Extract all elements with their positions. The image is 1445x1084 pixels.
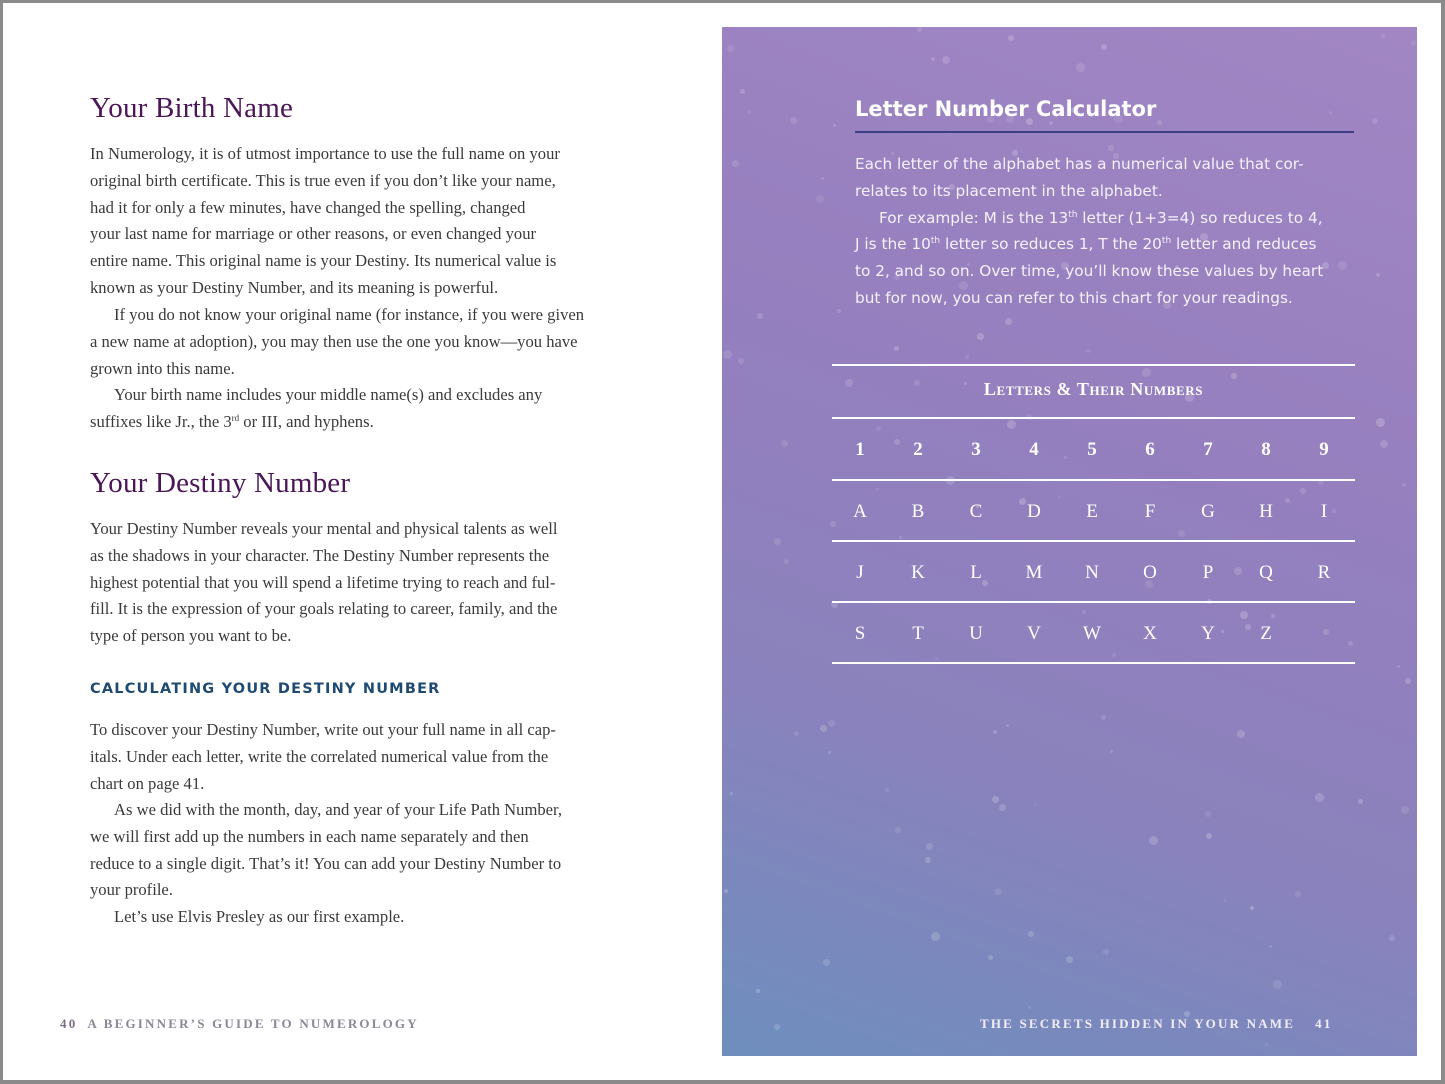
footer-left — [60, 1016, 419, 1032]
sparkle-dot — [1007, 420, 1016, 429]
sparkle-dot — [833, 124, 836, 127]
sparkle-dot — [757, 313, 763, 319]
text: letter so reduces 1, T the 20 — [940, 235, 1162, 254]
sparkle-dot — [1300, 488, 1306, 494]
sparkle-dot — [821, 177, 824, 180]
sparkle-dot — [1224, 899, 1227, 902]
table-cell: B — [911, 501, 925, 522]
header-cell: 2 — [913, 439, 923, 460]
sparkle-dot — [1205, 811, 1211, 817]
sparkle-dot — [732, 160, 739, 167]
letter-number-calculator-panel — [722, 27, 1417, 1056]
table-cell: D — [1027, 501, 1041, 522]
sparkle-dot — [1269, 945, 1272, 948]
sparkle-dot — [1389, 935, 1395, 941]
text-line: original birth certificate. This is true even if you don’t like your name, — [90, 170, 556, 190]
table-row — [832, 501, 1355, 531]
sparkle-dot — [790, 117, 797, 124]
footer-right — [980, 1016, 1333, 1032]
sparkle-dot — [816, 195, 824, 203]
sparkle-dot — [942, 56, 950, 64]
sparkle-dot — [1372, 118, 1378, 124]
text-line: to 2, and so on. Over time, you’ll know these values by heart — [855, 262, 1324, 281]
sparkle-dot — [1329, 111, 1332, 114]
sparkle-dot — [895, 827, 901, 833]
sparkle-dot — [1376, 418, 1385, 427]
sparkle-dot — [1376, 273, 1380, 277]
sparkle-dot — [1273, 980, 1282, 989]
table-cell: C — [969, 501, 983, 522]
sparkle-dot — [993, 730, 997, 734]
sparkle-dot — [774, 1024, 780, 1030]
sparkle-dot — [1402, 483, 1406, 487]
calculating-paragraph-1 — [90, 717, 620, 797]
table-cell: Y — [1201, 623, 1215, 644]
sparkle-dot — [1380, 440, 1388, 448]
text-line: relates to its placement in the alphabet. — [855, 181, 1163, 200]
text-line: your profile. — [90, 880, 173, 900]
header-cell: 6 — [1145, 439, 1155, 460]
text: suffixes like Jr., the 3 — [90, 411, 232, 431]
sparkle-dot — [828, 751, 831, 754]
text-line: To discover your Destiny Number, write out your full name in all cap- — [90, 720, 556, 739]
sparkle-dot — [740, 89, 745, 94]
text-line: your last name for marriage or other reasons, or even changed your — [90, 224, 537, 244]
text-line: Let’s use Elvis Presley as our first example. — [114, 907, 405, 926]
birth-name-paragraph-1 — [90, 141, 620, 302]
table-cell: J — [856, 562, 864, 583]
ordinal-suffix: th — [930, 236, 941, 247]
table-cell: V — [1027, 623, 1041, 644]
text-line: highest potential that you will spend a lifetime trying to reach and ful- — [90, 572, 556, 592]
sparkle-dot — [794, 731, 799, 736]
sparkle-dot — [1028, 1006, 1031, 1009]
table-cell: L — [970, 562, 982, 583]
page-number: 40 — [60, 1016, 78, 1031]
sparkle-dot — [738, 358, 744, 364]
subheading-calculating: CALCULATING YOUR DESTINY NUMBER — [90, 681, 441, 697]
sparkle-dot — [935, 657, 938, 660]
text-line: known as your Destiny Number, and its meaning is powerful. — [90, 277, 499, 297]
text: letter and reduces — [1171, 235, 1317, 254]
table-cell: F — [1144, 501, 1156, 522]
text: letter (1+3=4) so reduces to 4, — [1077, 208, 1323, 227]
sparkle-dot — [784, 559, 789, 564]
sparkle-dot — [1076, 63, 1085, 72]
sparkle-dot — [1066, 956, 1073, 963]
birth-name-paragraph-2 — [90, 302, 620, 382]
sparkle-dot — [756, 989, 760, 993]
running-title: THE SECRETS HIDDEN IN YOUR NAME — [980, 1016, 1296, 1031]
text-line: Each letter of the alphabet has a numerical value that cor- — [855, 155, 1304, 173]
sparkle-dot — [1237, 730, 1245, 738]
table-rule-bottom — [832, 662, 1355, 664]
table-cell: X — [1143, 623, 1157, 644]
sparkle-dot — [1028, 931, 1034, 937]
sparkle-dot — [1295, 891, 1301, 897]
header-cell: 8 — [1261, 439, 1271, 460]
calculating-paragraph-3 — [90, 904, 620, 931]
sparkle-dot — [1112, 653, 1116, 657]
calculator-title: Letter Number Calculator — [855, 97, 1157, 121]
heading-destiny-number: Your Destiny Number — [90, 467, 351, 499]
text-line — [855, 231, 1355, 258]
text-line — [90, 409, 620, 436]
sparkle-dot — [1405, 678, 1411, 684]
table-cell: Z — [1260, 623, 1272, 644]
text-line: as the shadows in your character. The Destiny Number represents the — [90, 545, 550, 565]
heading-birth-name: Your Birth Name — [90, 92, 294, 124]
text-line: grown into this name. — [90, 358, 235, 378]
table-cell: H — [1259, 501, 1273, 522]
text-line — [855, 205, 1355, 232]
sparkle-dot — [1271, 614, 1275, 618]
text: For example: M is the 13 — [879, 208, 1069, 227]
sparkle-dot — [1358, 799, 1363, 804]
sparkle-dot — [837, 309, 841, 313]
title-rule — [855, 131, 1354, 133]
sparkle-dot — [724, 889, 728, 893]
table-rule — [832, 417, 1355, 419]
sparkle-dot — [988, 955, 993, 960]
sparkle-dot — [820, 725, 827, 732]
sparkle-dot — [917, 27, 922, 32]
sparkle-dot — [965, 355, 969, 359]
sparkle-dot — [1101, 44, 1107, 50]
text-line: had it for only a few minutes, have changed the spelling, changed — [90, 197, 526, 217]
text-line: As we did with the month, day, and year of your Life Path Number, — [114, 800, 563, 819]
table-cell: R — [1317, 562, 1331, 583]
sparkle-dot — [1005, 318, 1012, 325]
sparkle-dot — [931, 932, 940, 941]
sparkle-dot — [1401, 806, 1409, 814]
sparkle-dot — [1240, 611, 1248, 619]
sparkle-dot — [925, 857, 931, 863]
ordinal-suffix: th — [1068, 209, 1078, 220]
sparkle-dot — [931, 57, 935, 61]
sparkle-dot — [1008, 35, 1014, 41]
table-cell: N — [1085, 562, 1099, 583]
sparkle-dot — [995, 888, 1002, 895]
sparkle-dot — [1082, 610, 1086, 614]
sparkle-dot — [1178, 530, 1185, 537]
table-cell: T — [912, 623, 924, 644]
table-cell: U — [969, 623, 983, 644]
table-cell: G — [1201, 501, 1215, 522]
table-cell: Q — [1259, 562, 1273, 583]
sparkle-dot — [1206, 833, 1212, 839]
table-cell: E — [1086, 501, 1098, 522]
header-cell: 5 — [1087, 439, 1097, 460]
sparkle-dot — [894, 346, 899, 351]
ordinal-suffix: rd — [231, 412, 240, 423]
text-line: we will first add up the numbers in each name separately and then — [90, 826, 529, 846]
header-cell: 1 — [855, 439, 865, 460]
header-cell: 4 — [1029, 439, 1039, 460]
ordinal-suffix: th — [1161, 236, 1172, 247]
table-header-row — [832, 439, 1355, 469]
sparkle-dot — [828, 720, 835, 727]
sparkle-dot — [1149, 836, 1158, 845]
table-rule-top — [832, 364, 1355, 366]
header-cell: 7 — [1203, 439, 1213, 460]
table-cell: P — [1202, 562, 1214, 583]
table-cell: W — [1083, 623, 1101, 644]
sparkle-dot — [999, 804, 1006, 811]
sparkle-dot — [730, 792, 733, 795]
sparkle-dot — [1157, 120, 1162, 125]
text: J is the 10 — [855, 235, 931, 254]
page-number: 41 — [1315, 1016, 1333, 1031]
table-caption: Letters & Their Numbers — [983, 379, 1204, 399]
sparkle-dot — [1101, 715, 1106, 720]
text-line: entire name. This original name is your Destiny. Its numerical value is — [90, 251, 557, 271]
running-title: A BEGINNER’S GUIDE TO NUMEROLOGY — [87, 1016, 419, 1031]
sparkle-dot — [723, 350, 732, 359]
table-row — [832, 562, 1355, 592]
table-cell: A — [853, 501, 867, 522]
sparkle-dot — [727, 45, 734, 52]
table-cell: M — [1025, 562, 1043, 583]
sparkle-dot — [899, 536, 902, 539]
sparkle-dot — [1103, 949, 1109, 955]
sparkle-dot — [1381, 34, 1385, 38]
text-line: Your birth name includes your middle name(s) and excludes any — [114, 385, 543, 404]
sparkle-dot — [774, 538, 781, 545]
sparkle-dot — [1058, 496, 1061, 499]
text-line: Your Destiny Number reveals your mental and physical talents as well — [90, 519, 558, 538]
text-line: but for now, you can refer to this chart for your readings. — [855, 288, 1293, 307]
table-rule — [832, 601, 1355, 603]
birth-name-paragraph-3 — [90, 382, 620, 436]
text: or III, and hyphens. — [239, 411, 374, 431]
header-cell: 9 — [1319, 439, 1329, 460]
table-rule — [832, 479, 1355, 481]
sparkle-dot — [1110, 750, 1113, 753]
sparkle-dot — [992, 796, 999, 803]
sparkle-dot — [823, 959, 830, 966]
table-cell: K — [911, 562, 925, 583]
table-rule — [832, 540, 1355, 542]
text-line: chart on page 41. — [90, 773, 205, 793]
table-cell: I — [1320, 501, 1328, 522]
sparkle-dot — [1250, 906, 1254, 910]
sparkle-dot — [1006, 724, 1009, 727]
sparkle-dot — [747, 110, 751, 114]
text-line: fill. It is the expression of your goals relating to career, family, and the — [90, 599, 558, 619]
destiny-number-paragraph — [90, 516, 620, 650]
calculating-paragraph-2 — [90, 797, 620, 904]
text-line: a new name at adoption), you may then use the one you know—you have — [90, 331, 578, 351]
sparkle-dot — [876, 426, 881, 431]
text-line: In Numerology, it is of utmost importance to use the full name on your — [90, 144, 560, 163]
table-cell: S — [854, 623, 866, 644]
text-line: reduce to a single digit. That’s it! You can add your Destiny Number to — [90, 853, 562, 873]
header-cell: 3 — [971, 439, 981, 460]
sparkle-dot — [1034, 803, 1037, 806]
text-line: If you do not know your original name (for instance, if you were given — [114, 305, 585, 324]
sparkle-dot — [1086, 349, 1090, 353]
sparkle-dot — [1315, 793, 1324, 802]
table-cell: O — [1143, 562, 1157, 583]
sparkle-dot — [1397, 665, 1400, 668]
table-row — [832, 623, 1355, 653]
sparkle-dot — [1142, 368, 1151, 377]
calculator-body — [855, 151, 1355, 312]
sparkle-dot — [1411, 41, 1416, 46]
sparkle-dot — [977, 333, 984, 340]
text-line: itals. Under each letter, write the correlated numerical value from the — [90, 746, 549, 766]
sparkle-dot — [1265, 1043, 1268, 1046]
sparkle-dot — [926, 843, 933, 850]
sparkle-dot — [1049, 121, 1053, 125]
sparkle-dot — [876, 488, 879, 491]
text-line: type of person you want to be. — [90, 626, 292, 646]
sparkle-dot — [781, 440, 788, 447]
sparkle-dot — [885, 788, 889, 792]
